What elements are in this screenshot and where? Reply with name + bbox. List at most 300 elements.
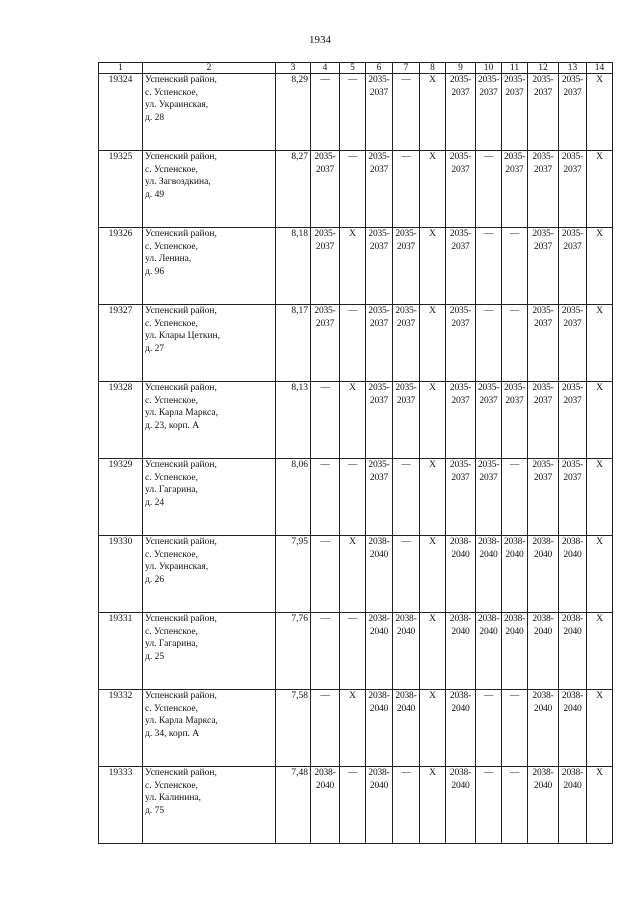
period-start: 2038- <box>561 768 584 778</box>
table-row <box>99 228 613 305</box>
period-cell-c7 <box>393 690 420 767</box>
area-value: 8,13 <box>276 382 311 459</box>
record-number: 19331 <box>99 613 143 690</box>
period-start: 2035- <box>395 383 417 393</box>
period-end: 2037 <box>369 395 389 406</box>
period-cell-c6 <box>366 151 393 228</box>
period-cell-c11: — <box>502 767 528 844</box>
period-end: 2037 <box>369 318 389 329</box>
column-number-1: 1 <box>99 63 143 74</box>
period-cell-c13 <box>559 305 587 382</box>
period-cell-c14: X <box>587 767 613 844</box>
period-cell-c11 <box>502 382 528 459</box>
period-start: 2035- <box>532 383 554 393</box>
period-cell-c11: — <box>502 690 528 767</box>
address-line: д. 25 <box>145 651 165 662</box>
period-end: 2037 <box>396 318 416 329</box>
period-end: 2040 <box>563 703 582 714</box>
record-number: 19326 <box>99 228 143 305</box>
address-line: ул. Карла Маркса, <box>145 408 218 419</box>
period-cell-c9 <box>446 459 476 536</box>
period-cell-c12 <box>528 382 559 459</box>
period-end: 2040 <box>369 626 389 637</box>
address-line: д. 28 <box>145 112 165 123</box>
period-end: 2040 <box>451 626 470 637</box>
period-start: 2035- <box>449 75 472 85</box>
record-number: 19333 <box>99 767 143 844</box>
period-start: 2038- <box>449 768 472 778</box>
period-cell-c9 <box>446 690 476 767</box>
period-end: 2037 <box>505 395 524 406</box>
period-end: 2037 <box>451 395 470 406</box>
period-start: 2038- <box>314 768 336 778</box>
address-line: Успенский район, <box>145 383 217 393</box>
period-cell-c7: — <box>393 74 420 151</box>
period-start: 2035- <box>314 229 336 239</box>
period-cell-c14: X <box>587 536 613 613</box>
address-cell <box>143 767 276 844</box>
period-cell-c5: — <box>340 767 366 844</box>
period-end: 2040 <box>479 626 498 637</box>
period-cell-c6 <box>366 613 393 690</box>
period-cell-c9 <box>446 382 476 459</box>
period-end: 2037 <box>563 472 582 483</box>
period-end: 2040 <box>479 549 498 560</box>
period-start: 2035- <box>449 229 472 239</box>
period-cell-c11 <box>502 151 528 228</box>
area-value: 8,29 <box>276 74 311 151</box>
record-number: 19325 <box>99 151 143 228</box>
period-cell-c8: X <box>420 74 446 151</box>
period-end: 2037 <box>533 87 553 98</box>
period-cell-c5: — <box>340 305 366 382</box>
period-cell-c7 <box>393 613 420 690</box>
period-cell-c4: — <box>311 690 340 767</box>
period-end: 2040 <box>396 626 416 637</box>
period-end: 2040 <box>533 703 553 714</box>
period-start: 2038- <box>478 614 500 624</box>
period-start: 2035- <box>368 306 390 316</box>
period-start: 2038- <box>368 537 390 547</box>
period-start: 2035- <box>532 229 554 239</box>
table-row <box>99 536 613 613</box>
period-cell-c4 <box>311 305 340 382</box>
period-cell-c13 <box>559 228 587 305</box>
period-cell-c5: — <box>340 459 366 536</box>
period-start: 2038- <box>504 614 526 624</box>
period-cell-c10 <box>476 382 502 459</box>
period-start: 2038- <box>368 691 390 701</box>
period-cell-c12 <box>528 305 559 382</box>
period-end: 2037 <box>369 241 389 252</box>
table-row <box>99 74 613 151</box>
period-cell-c9 <box>446 151 476 228</box>
period-cell-c7: — <box>393 459 420 536</box>
period-cell-c4: — <box>311 74 340 151</box>
period-end: 2040 <box>369 703 389 714</box>
period-cell-c11 <box>502 536 528 613</box>
column-number-11: 11 <box>502 63 528 74</box>
address-line: ул. Калинина, <box>145 793 202 804</box>
period-start: 2035- <box>532 152 554 162</box>
page-number: 1934 <box>309 34 331 46</box>
period-start: 2038- <box>395 614 417 624</box>
period-start: 2035- <box>395 229 417 239</box>
area-value: 8,18 <box>276 228 311 305</box>
period-cell-c9 <box>446 767 476 844</box>
period-cell-c6 <box>366 228 393 305</box>
address-line: Успенский район, <box>145 614 217 624</box>
period-cell-c4: — <box>311 382 340 459</box>
period-end: 2040 <box>505 549 524 560</box>
area-value: 7,58 <box>276 690 311 767</box>
address-line: д. 23, корп. А <box>145 420 200 431</box>
period-end: 2040 <box>396 703 416 714</box>
period-end: 2037 <box>479 472 498 483</box>
address-line: д. 24 <box>145 497 165 508</box>
address-line: Успенский район, <box>145 460 217 470</box>
period-cell-c8: X <box>420 228 446 305</box>
period-cell-c5: X <box>340 228 366 305</box>
period-end: 2040 <box>315 780 335 791</box>
period-start: 2038- <box>532 537 554 547</box>
period-start: 2035- <box>561 152 584 162</box>
period-cell-c13 <box>559 459 587 536</box>
area-value: 8,06 <box>276 459 311 536</box>
period-end: 2040 <box>451 780 470 791</box>
period-start: 2035- <box>561 75 584 85</box>
period-end: 2040 <box>563 780 582 791</box>
period-start: 2035- <box>561 306 584 316</box>
address-line: ул. Украинская, <box>145 562 209 573</box>
period-cell-c10 <box>476 74 502 151</box>
address-line: Успенский район, <box>145 306 217 316</box>
period-start: 2035- <box>561 383 584 393</box>
period-end: 2037 <box>396 241 416 252</box>
area-value: 8,17 <box>276 305 311 382</box>
period-start: 2035- <box>395 306 417 316</box>
record-number: 19328 <box>99 382 143 459</box>
address-line: Успенский район, <box>145 537 217 547</box>
address-line: с. Успенское, <box>145 87 198 98</box>
period-end: 2040 <box>369 780 389 791</box>
period-end: 2037 <box>451 241 470 252</box>
column-number-6: 6 <box>366 63 393 74</box>
address-line: д. 49 <box>145 189 165 200</box>
period-start: 2038- <box>532 768 554 778</box>
period-start: 2035- <box>449 460 472 470</box>
address-cell <box>143 74 276 151</box>
period-start: 2035- <box>532 460 554 470</box>
address-line: ул. Украинская, <box>145 100 209 111</box>
address-line: с. Успенское, <box>145 549 198 560</box>
column-number-8: 8 <box>420 63 446 74</box>
period-start: 2035- <box>532 306 554 316</box>
period-start: 2035- <box>368 460 390 470</box>
area-value: 8,27 <box>276 151 311 228</box>
column-number-4: 4 <box>311 63 340 74</box>
period-cell-c13 <box>559 767 587 844</box>
period-cell-c14: X <box>587 382 613 459</box>
period-cell-c12 <box>528 536 559 613</box>
column-number-13: 13 <box>559 63 587 74</box>
period-cell-c7 <box>393 305 420 382</box>
address-line: Успенский район, <box>145 75 217 85</box>
record-number: 19329 <box>99 459 143 536</box>
address-line: ул. Гагарина, <box>145 639 198 650</box>
period-cell-c12 <box>528 613 559 690</box>
period-end: 2040 <box>563 549 582 560</box>
period-cell-c11: — <box>502 305 528 382</box>
address-line: Успенский район, <box>145 691 217 701</box>
period-end: 2037 <box>533 164 553 175</box>
period-cell-c6 <box>366 767 393 844</box>
period-cell-c14: X <box>587 228 613 305</box>
address-line: с. Успенское, <box>145 395 198 406</box>
address-line: ул. Гагарина, <box>145 485 198 496</box>
register-table <box>98 62 613 844</box>
period-cell-c5: X <box>340 536 366 613</box>
period-start: 2035- <box>504 383 526 393</box>
period-end: 2037 <box>505 164 524 175</box>
period-start: 2038- <box>561 537 584 547</box>
address-line: ул. Загвоздкина, <box>145 177 211 188</box>
period-cell-c14: X <box>587 459 613 536</box>
address-line: ул. Клары Цеткин, <box>145 331 221 342</box>
period-end: 2040 <box>451 549 470 560</box>
period-end: 2037 <box>369 164 389 175</box>
column-number-12: 12 <box>528 63 559 74</box>
period-end: 2040 <box>533 549 553 560</box>
address-line: ул. Карла Маркса, <box>145 716 218 727</box>
period-start: 2035- <box>504 152 526 162</box>
area-value: 7,48 <box>276 767 311 844</box>
period-cell-c8: X <box>420 536 446 613</box>
column-number-5: 5 <box>340 63 366 74</box>
period-cell-c6 <box>366 690 393 767</box>
period-cell-c12 <box>528 74 559 151</box>
address-line: д. 26 <box>145 574 165 585</box>
period-cell-c7 <box>393 228 420 305</box>
period-cell-c6 <box>366 382 393 459</box>
period-cell-c13 <box>559 382 587 459</box>
period-cell-c7: — <box>393 151 420 228</box>
address-line: ул. Ленина, <box>145 254 192 265</box>
period-end: 2037 <box>451 164 470 175</box>
address-cell <box>143 613 276 690</box>
column-number-14: 14 <box>587 63 613 74</box>
period-end: 2040 <box>451 703 470 714</box>
period-cell-c8: X <box>420 305 446 382</box>
period-start: 2035- <box>561 229 584 239</box>
period-start: 2035- <box>368 229 390 239</box>
period-start: 2038- <box>449 537 472 547</box>
period-start: 2038- <box>504 537 526 547</box>
period-cell-c5: X <box>340 382 366 459</box>
record-number: 19324 <box>99 74 143 151</box>
period-start: 2035- <box>368 75 390 85</box>
period-end: 2040 <box>369 549 389 560</box>
address-line: д. 34, корп. А <box>145 728 200 739</box>
period-end: 2037 <box>315 164 335 175</box>
period-start: 2038- <box>449 691 472 701</box>
address-line: с. Успенское, <box>145 241 198 252</box>
period-cell-c14: X <box>587 305 613 382</box>
period-cell-c8: X <box>420 151 446 228</box>
period-cell-c4 <box>311 228 340 305</box>
period-end: 2037 <box>563 87 582 98</box>
table-row <box>99 613 613 690</box>
address-line: с. Успенское, <box>145 780 198 791</box>
address-line: с. Успенское, <box>145 318 198 329</box>
period-cell-c10: — <box>476 767 502 844</box>
period-start: 2038- <box>449 614 472 624</box>
period-cell-c10 <box>476 613 502 690</box>
period-start: 2035- <box>478 383 500 393</box>
period-end: 2037 <box>533 318 553 329</box>
table-body <box>99 74 613 844</box>
period-end: 2040 <box>533 626 553 637</box>
period-end: 2037 <box>369 87 389 98</box>
period-end: 2040 <box>563 626 582 637</box>
period-start: 2038- <box>478 537 500 547</box>
period-cell-c13 <box>559 536 587 613</box>
period-end: 2037 <box>563 164 582 175</box>
period-start: 2035- <box>449 306 472 316</box>
period-cell-c4 <box>311 151 340 228</box>
period-end: 2037 <box>479 87 498 98</box>
period-cell-c9 <box>446 536 476 613</box>
period-cell-c14: X <box>587 613 613 690</box>
period-end: 2037 <box>479 395 498 406</box>
period-start: 2038- <box>561 614 584 624</box>
period-cell-c8: X <box>420 767 446 844</box>
table-header <box>99 63 613 74</box>
period-start: 2038- <box>395 691 417 701</box>
period-end: 2037 <box>396 395 416 406</box>
period-cell-c5: X <box>340 690 366 767</box>
period-start: 2035- <box>478 75 500 85</box>
period-cell-c10: — <box>476 228 502 305</box>
address-line: Успенский район, <box>145 229 217 239</box>
period-end: 2037 <box>563 241 582 252</box>
period-end: 2037 <box>533 241 553 252</box>
period-cell-c6 <box>366 305 393 382</box>
period-end: 2037 <box>563 395 582 406</box>
period-cell-c6 <box>366 536 393 613</box>
period-end: 2037 <box>505 87 524 98</box>
period-cell-c14: X <box>587 74 613 151</box>
period-start: 2035- <box>449 383 472 393</box>
period-cell-c4 <box>311 767 340 844</box>
address-cell <box>143 228 276 305</box>
period-start: 2035- <box>368 383 390 393</box>
period-cell-c13 <box>559 613 587 690</box>
period-cell-c7: — <box>393 536 420 613</box>
column-number-row <box>99 63 613 74</box>
period-cell-c8: X <box>420 613 446 690</box>
period-cell-c8: X <box>420 690 446 767</box>
address-cell <box>143 151 276 228</box>
period-cell-c7: — <box>393 767 420 844</box>
period-cell-c5: — <box>340 151 366 228</box>
period-cell-c13 <box>559 74 587 151</box>
area-value: 7,95 <box>276 536 311 613</box>
address-cell <box>143 305 276 382</box>
period-cell-c11: — <box>502 228 528 305</box>
table-row <box>99 459 613 536</box>
period-cell-c10 <box>476 536 502 613</box>
area-value: 7,76 <box>276 613 311 690</box>
period-cell-c9 <box>446 305 476 382</box>
table-row <box>99 690 613 767</box>
period-cell-c4: — <box>311 613 340 690</box>
period-start: 2035- <box>561 460 584 470</box>
period-end: 2037 <box>451 472 470 483</box>
period-cell-c5: — <box>340 74 366 151</box>
period-start: 2038- <box>561 691 584 701</box>
address-cell <box>143 536 276 613</box>
period-start: 2035- <box>368 152 390 162</box>
record-number: 19330 <box>99 536 143 613</box>
period-cell-c12 <box>528 767 559 844</box>
period-cell-c12 <box>528 228 559 305</box>
address-line: с. Успенское, <box>145 164 198 175</box>
period-cell-c8: X <box>420 459 446 536</box>
period-cell-c11 <box>502 613 528 690</box>
period-cell-c9 <box>446 74 476 151</box>
period-cell-c5: — <box>340 613 366 690</box>
column-number-9: 9 <box>446 63 476 74</box>
column-number-10: 10 <box>476 63 502 74</box>
address-cell <box>143 382 276 459</box>
column-number-2: 2 <box>143 63 276 74</box>
period-cell-c14: X <box>587 690 613 767</box>
address-cell <box>143 690 276 767</box>
period-cell-c13 <box>559 690 587 767</box>
period-cell-c13 <box>559 151 587 228</box>
period-cell-c14: X <box>587 151 613 228</box>
period-end: 2037 <box>315 318 335 329</box>
period-start: 2035- <box>449 152 472 162</box>
period-start: 2038- <box>368 768 390 778</box>
period-cell-c10 <box>476 459 502 536</box>
period-cell-c12 <box>528 459 559 536</box>
table-row <box>99 151 613 228</box>
period-start: 2035- <box>532 75 554 85</box>
period-cell-c4: — <box>311 459 340 536</box>
period-cell-c10: — <box>476 151 502 228</box>
period-start: 2038- <box>368 614 390 624</box>
period-end: 2037 <box>563 318 582 329</box>
period-end: 2040 <box>533 780 553 791</box>
period-cell-c10: — <box>476 305 502 382</box>
table-row <box>99 382 613 459</box>
address-cell <box>143 459 276 536</box>
address-line: д. 27 <box>145 343 165 354</box>
address-line: с. Успенское, <box>145 626 198 637</box>
period-cell-c11 <box>502 74 528 151</box>
table-row <box>99 767 613 844</box>
period-end: 2037 <box>451 318 470 329</box>
period-end: 2037 <box>369 472 389 483</box>
period-start: 2038- <box>532 614 554 624</box>
period-cell-c10: — <box>476 690 502 767</box>
address-line: д. 75 <box>145 805 165 816</box>
table-row <box>99 305 613 382</box>
column-number-7: 7 <box>393 63 420 74</box>
period-start: 2035- <box>314 306 336 316</box>
